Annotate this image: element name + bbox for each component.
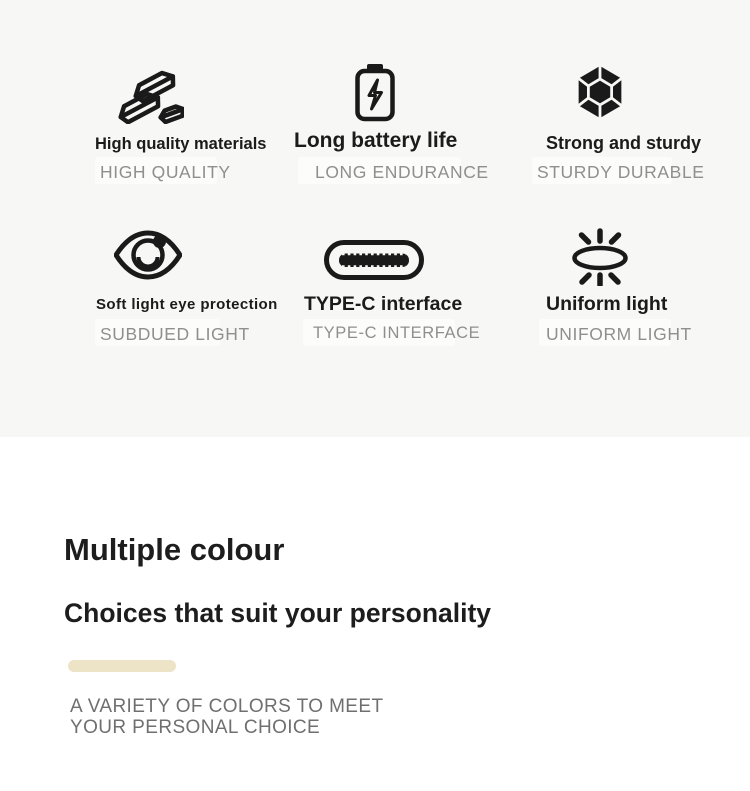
colour-caption-line1: A VARIETY OF COLORS TO MEET (70, 696, 384, 717)
feature-title: Strong and sturdy (546, 133, 702, 153)
feature-title: High quality materials (95, 135, 267, 153)
battery-icon (355, 64, 395, 122)
colour-caption-line2: YOUR PERSONAL CHOICE (70, 716, 321, 738)
feature-title: TYPE-C interface (304, 293, 463, 315)
colour-caption (70, 697, 383, 738)
gold-bars-icon (112, 62, 184, 124)
feature-title: Uniform light (546, 293, 668, 315)
accent-bar (68, 660, 176, 672)
gem-icon (574, 64, 626, 120)
multiple-colour-section (0, 437, 750, 791)
feature-subtitle: HIGH QUALITY (100, 162, 231, 182)
feature-subtitle: TYPE-C INTERFACE (313, 324, 481, 342)
feature-subtitle: SUBDUED LIGHT (100, 324, 250, 344)
feature-subtitle: UNIFORM LIGHT (546, 324, 692, 344)
feature-title: Long battery life (294, 129, 458, 152)
colour-subheading: Choices that suit your personality (64, 598, 492, 628)
feature-subtitle: LONG ENDURANCE (315, 162, 489, 182)
feature-subtitle: STURDY DURABLE (537, 162, 705, 182)
eye-icon (114, 228, 182, 282)
colour-heading: Multiple colour (64, 532, 285, 567)
usb-c-port-icon (324, 240, 424, 280)
light-glow-icon (571, 228, 629, 286)
feature-title: Soft light eye protection (96, 296, 278, 313)
